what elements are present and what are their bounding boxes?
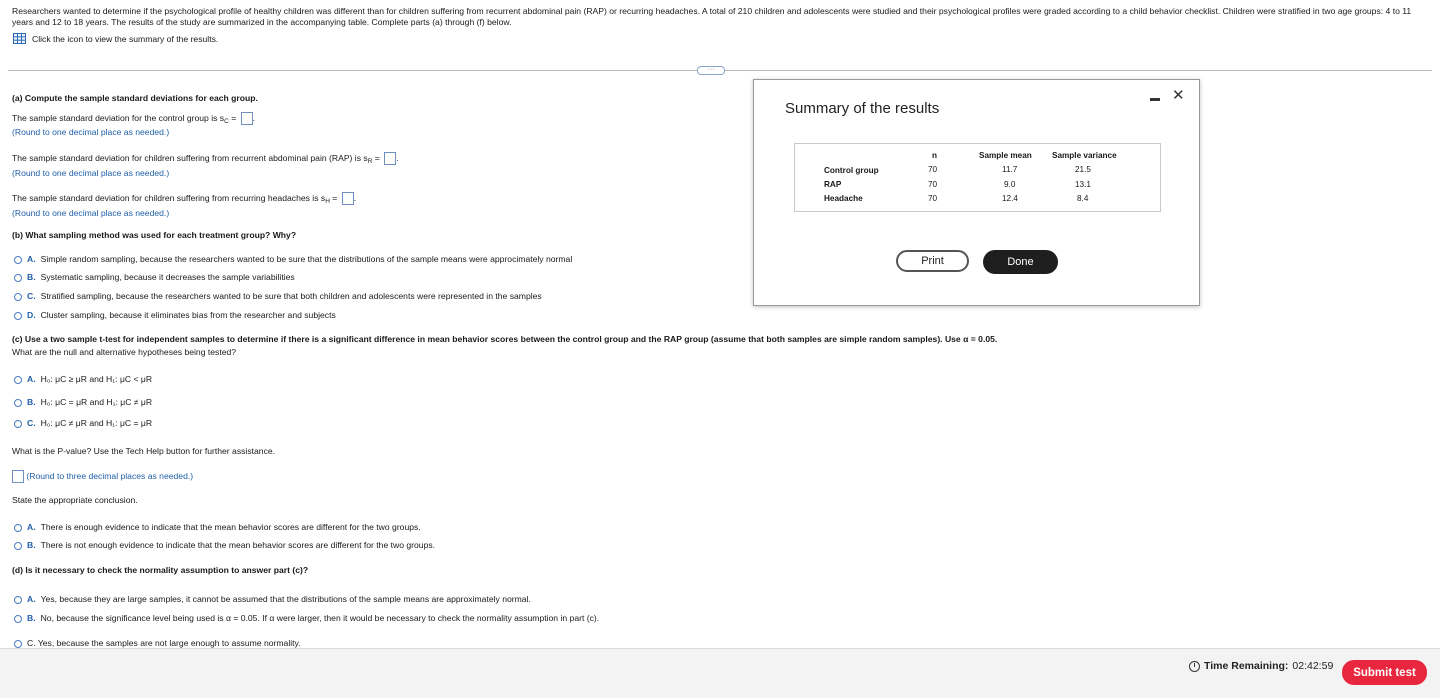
rap-mean: 9.0 bbox=[1004, 180, 1016, 189]
rap-sd-text: The sample standard deviation for children suffering from recurrent abdominal pain (RAP) is s bbox=[12, 152, 368, 163]
round-hint-a1: (Round to one decimal place as needed.) bbox=[12, 127, 170, 137]
pvalue-hint: (Round to three decimal places as needed.) bbox=[26, 470, 194, 481]
view-summary-link[interactable] bbox=[13, 33, 218, 44]
col-header-variance: Sample variance bbox=[1052, 151, 1117, 160]
part-d-option-c-cut[interactable]: C. Yes, because the samples are not large enough to assume normality. bbox=[14, 638, 301, 648]
round-hint-a2: (Round to one decimal place as needed.) bbox=[12, 168, 170, 178]
close-icon[interactable]: ✕ bbox=[1172, 87, 1185, 104]
pvalue-question: What is the P-value? Use the Tech Help button for further assistance. bbox=[12, 446, 276, 456]
radio-button[interactable] bbox=[14, 376, 22, 384]
part-b-option-a[interactable]: A. Simple random sampling, because the researchers wanted to be sure that the distributions of the sample means were approcimately normal bbox=[14, 254, 572, 265]
row-label-control: Control group bbox=[824, 166, 879, 175]
radio-button[interactable] bbox=[14, 256, 22, 264]
part-d-option-a[interactable]: A. Yes, because they are large samples, it cannot be assumed that the distributions of the sample means are approximately normal. bbox=[14, 594, 531, 605]
timer-value: 02:42:59 bbox=[1292, 660, 1334, 672]
radio-button[interactable] bbox=[14, 596, 22, 604]
conclusion-question: State the appropriate conclusion. bbox=[12, 495, 138, 505]
control-n: 70 bbox=[928, 165, 938, 174]
control-sd-input[interactable] bbox=[241, 112, 253, 125]
col-header-n: n bbox=[932, 151, 938, 160]
table-icon[interactable] bbox=[13, 33, 26, 44]
headache-variance: 8.4 bbox=[1077, 194, 1089, 203]
control-sd-text: The sample standard deviation for the control group is s bbox=[12, 112, 225, 123]
timer-label: Time Remaining: bbox=[1204, 660, 1289, 672]
pvalue-row bbox=[12, 470, 193, 483]
expand-more-button[interactable]: ··· bbox=[697, 66, 725, 75]
row-label-rap: RAP bbox=[824, 180, 842, 189]
footer-bar bbox=[0, 648, 1440, 698]
part-c-option-c[interactable]: C. H₀: μC ≠ μR and H₁: μC = μR bbox=[14, 418, 152, 429]
dialog-title: Summary of the results bbox=[785, 100, 940, 117]
rap-sd-input[interactable] bbox=[384, 152, 396, 165]
part-c-option-b[interactable]: B. H₀: μC = μR and H₁: μC ≠ μR bbox=[14, 397, 152, 408]
control-variance: 21.5 bbox=[1075, 165, 1091, 174]
part-c-heading: (c) Use a two sample t-test for independent samples to determine if there is a significant difference in mean behavior scores between the control group and the RAP group (assume that both samples are simple random samples). Use α = 0.05. bbox=[12, 334, 998, 344]
round-hint-a3: (Round to one decimal place as needed.) bbox=[12, 208, 170, 218]
radio-button[interactable] bbox=[14, 399, 22, 407]
view-summary-text[interactable]: Click the icon to view the summary of the results. bbox=[32, 33, 219, 44]
clock-icon bbox=[1189, 661, 1200, 672]
row-label-headache: Headache bbox=[824, 194, 863, 203]
rap-variance: 13.1 bbox=[1075, 180, 1091, 189]
summary-table bbox=[794, 143, 1161, 212]
rap-sd-sub: R bbox=[367, 157, 373, 165]
rap-sd-question: The sample standard deviation for children suffering from recurrent abdominal pain (RAP) is $s_R$ = . bbox=[12, 152, 399, 165]
headache-sd-sub: H bbox=[325, 197, 330, 205]
conclusion-option-b[interactable]: B. There is not enough evidence to indicate that the mean behavior scores are different for the two groups. bbox=[14, 540, 435, 551]
col-header-mean: Sample mean bbox=[979, 151, 1032, 160]
radio-button[interactable] bbox=[14, 312, 22, 320]
radio-button[interactable] bbox=[14, 640, 22, 648]
summary-dialog bbox=[753, 79, 1200, 306]
control-mean: 11.7 bbox=[1002, 165, 1018, 174]
hypotheses-question: What are the null and alternative hypotheses being tested? bbox=[12, 347, 237, 357]
radio-button[interactable] bbox=[14, 615, 22, 623]
part-b-heading: (b) What sampling method was used for each treatment group? Why? bbox=[12, 230, 297, 240]
headache-sd-question: The sample standard deviation for children suffering from recurring headaches is $s_H$ = . bbox=[12, 192, 357, 205]
radio-button[interactable] bbox=[14, 542, 22, 550]
part-b-option-b[interactable]: B. Systematic sampling, because it decreases the sample variabilities bbox=[14, 272, 295, 283]
headache-sd-text: The sample standard deviation for children suffering from recurring headaches is s bbox=[12, 192, 326, 203]
control-sd-sub: C bbox=[224, 117, 229, 125]
headache-n: 70 bbox=[928, 194, 938, 203]
radio-button[interactable] bbox=[14, 524, 22, 532]
part-b-option-c[interactable]: C. Stratified sampling, because the researchers wanted to be sure that both children and adolescents were represented in the samples bbox=[14, 291, 542, 302]
radio-button[interactable] bbox=[14, 420, 22, 428]
minimize-icon[interactable] bbox=[1150, 98, 1160, 101]
pvalue-input[interactable] bbox=[12, 470, 24, 483]
print-button[interactable]: Print bbox=[896, 250, 969, 272]
part-c-option-a[interactable]: A. H₀: μC ≥ μR and H₁: μC < μR bbox=[14, 374, 152, 385]
headache-sd-input[interactable] bbox=[342, 192, 354, 205]
radio-button[interactable] bbox=[14, 293, 22, 301]
done-button[interactable]: Done bbox=[983, 250, 1058, 274]
time-remaining bbox=[1189, 660, 1333, 672]
radio-button[interactable] bbox=[14, 274, 22, 282]
part-d-heading: (d) Is it necessary to check the normality assumption to answer part (c)? bbox=[12, 565, 309, 575]
part-b-option-d[interactable]: D. Cluster sampling, because it eliminates bias from the researcher and subjects bbox=[14, 310, 336, 321]
problem-intro: Researchers wanted to determine if the psychological profile of healthy children was different than for children suffering from recurrent abdominal pain (RAP) or recurring headaches. A total of 210 children and adolescents were studied and their psychological profiles were graded according to a child behavior checklist. Children were stratified in two age groups: 4 to 11 years and 12 to 18 years. The results of the study are summarized in the accompanying table. Complete parts (a) through (f) below. bbox=[12, 6, 1412, 27]
rap-n: 70 bbox=[928, 180, 938, 189]
part-a-heading: (a) Compute the sample standard deviations for each group. bbox=[12, 93, 258, 103]
headache-mean: 12.4 bbox=[1002, 194, 1018, 203]
submit-test-button[interactable]: Submit test bbox=[1342, 660, 1427, 685]
part-d-option-b[interactable]: B. No, because the significance level being used is α = 0.05. If α were larger, then it would be necessary to check the normality assumption in part (c). bbox=[14, 613, 599, 624]
control-sd-question: The sample standard deviation for the control group is $s_C$ = . bbox=[12, 112, 255, 125]
conclusion-option-a[interactable]: A. There is enough evidence to indicate that the mean behavior scores are different for the two groups. bbox=[14, 522, 421, 533]
